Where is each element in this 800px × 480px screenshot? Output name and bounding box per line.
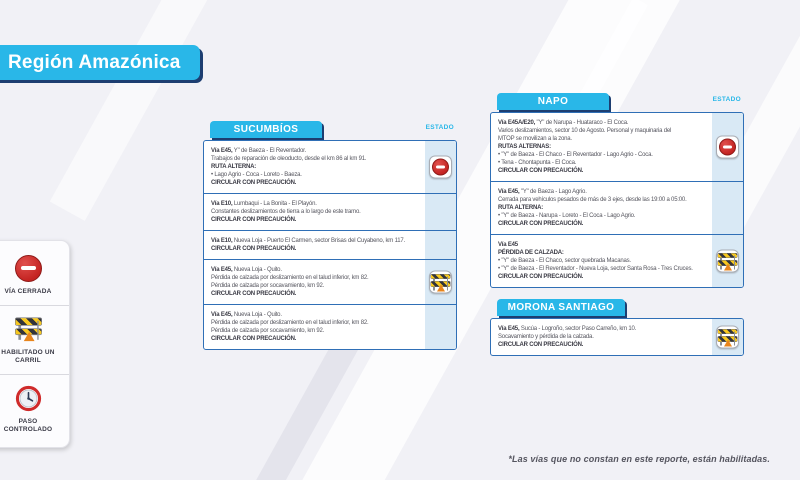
report-line: CIRCULAR CON PRECAUCIÓN. bbox=[498, 342, 584, 348]
icon-box bbox=[15, 253, 42, 283]
report-line: Vía E45, Nueva Loja - Quito. bbox=[211, 312, 282, 318]
section-tab-sucumbios: SUCUMBÍOS bbox=[210, 121, 322, 138]
report-line: CIRCULAR CON PRECAUCIÓN. bbox=[498, 221, 584, 227]
no-entry-icon bbox=[432, 159, 449, 176]
section-napo bbox=[490, 93, 744, 288]
estado-column-label: ESTADO bbox=[712, 96, 741, 103]
report-line: Vía E45A/E20, "Y" de Narupa - Huataraco - El Coca. bbox=[498, 120, 629, 126]
estado-column-label: ESTADO bbox=[425, 124, 454, 131]
report-line: Pérdida de calzada por socavamiento, km 92. bbox=[211, 283, 325, 289]
traffic-cone-icon bbox=[437, 284, 445, 291]
barrier-bar bbox=[718, 253, 737, 258]
report-line: CIRCULAR CON PRECAUCIÓN. bbox=[498, 274, 584, 280]
report-line: MTOP se movilizan a la zona. bbox=[498, 136, 572, 142]
report-line: RUTA ALTERNA: bbox=[498, 205, 544, 211]
report-line: Vía E10, Nueva Loja - Puerto El Carmen, sector Brisas del Cuyabeno, km 117. bbox=[211, 238, 405, 244]
report-line: CIRCULAR CON PRECAUCIÓN. bbox=[211, 180, 297, 186]
section-panel bbox=[490, 318, 744, 356]
footer-note: *Las vías que no constan en este reporte, están habilitadas. bbox=[508, 454, 770, 464]
habilitado-un-carril-status-icon bbox=[429, 271, 452, 294]
report-line: PÉRDIDA DE CALZADA: bbox=[498, 250, 564, 256]
via-cerrada-status-icon bbox=[716, 136, 739, 159]
traffic-cone-icon bbox=[724, 339, 732, 346]
barrier-bar bbox=[718, 329, 737, 334]
habilitado-un-carril-status-icon bbox=[716, 250, 739, 273]
section-tab-morona-santiago: MORONA SANTIAGO bbox=[497, 299, 625, 316]
report-line: Pérdida de calzada por socavamiento, km 92. bbox=[211, 328, 325, 334]
barrier-icon bbox=[718, 253, 737, 269]
report-line: Constantes deslizamientos de tierra a lo largo de este tramo. bbox=[211, 209, 361, 215]
road-report-row bbox=[491, 113, 743, 181]
report-line: RUTA ALTERNA: bbox=[211, 164, 257, 170]
section-panel bbox=[490, 112, 744, 288]
report-line: CIRCULAR CON PRECAUCIÓN. bbox=[211, 217, 297, 223]
traffic-cone-icon bbox=[724, 263, 732, 270]
report-line: Pérdida de calzada por deslizamiento en el talud inferior, km 82. bbox=[211, 275, 369, 281]
report-line: Trabajos de reparación de oleoducto, desde el km 86 al km 91. bbox=[211, 156, 367, 162]
report-line: Vía E45, Nueva Loja - Quito. bbox=[211, 267, 282, 273]
icon-box bbox=[15, 383, 42, 413]
road-report-row bbox=[491, 234, 743, 287]
traffic-cone-icon bbox=[23, 332, 34, 341]
road-report-row bbox=[204, 193, 456, 230]
road-report-row bbox=[491, 319, 743, 355]
icon-box bbox=[19, 314, 38, 344]
section-sucumbios bbox=[203, 121, 457, 350]
report-line: • "Y" de Baeza - El Chaco, sector quebrada Macanas. bbox=[498, 258, 631, 264]
legend-label: PASO CONTROLADO bbox=[3, 418, 53, 433]
no-entry-icon bbox=[719, 139, 736, 156]
report-line: Vía E45, "Y" de Baeza - Lago Agrio. bbox=[498, 189, 587, 195]
legend-item-paso-controlado bbox=[0, 374, 69, 443]
road-report-row bbox=[204, 141, 456, 193]
barrier-bar bbox=[15, 318, 41, 324]
report-line: CIRCULAR CON PRECAUCIÓN. bbox=[211, 246, 297, 252]
report-line: • "Y" de Baeza - Narupa - Loreto - El Coca - Lago Agrio. bbox=[498, 213, 636, 219]
report-line: Vía E45, Sucúa - Logroño, sector Paso Carreño, km 10. bbox=[498, 326, 637, 332]
report-line: Cerrada para vehículos pesados de más de 3 ejes, desde las 19:00 a 05:00. bbox=[498, 197, 687, 203]
report-line: • "Y" de Baeza - El Chaco - El Reventador - Lago Agrio - Coca. bbox=[498, 152, 653, 158]
report-line: Socavamiento y pérdida de la calzada. bbox=[498, 334, 594, 340]
legend-item-habilitado-un-carril bbox=[0, 305, 69, 374]
report-line: • Lago Agrio - Coca - Loreto - Baeza. bbox=[211, 172, 302, 178]
report-line: CIRCULAR CON PRECAUCIÓN. bbox=[211, 336, 297, 342]
report-line: Vía E45 bbox=[498, 242, 518, 248]
barrier-bar bbox=[431, 274, 450, 279]
legend-label: HABILITADO UN CARRIL bbox=[1, 349, 55, 364]
report-line: • Tena - Chontapunta - El Coca. bbox=[498, 160, 577, 166]
legend-item-via-cerrada bbox=[0, 245, 69, 305]
barrier-icon bbox=[718, 329, 737, 345]
report-line: Pérdida de calzada por deslizamiento en el talud inferior, km 82. bbox=[211, 320, 369, 326]
legend-card bbox=[0, 240, 70, 448]
clock-icon bbox=[15, 385, 42, 412]
via-cerrada-status-icon bbox=[429, 156, 452, 179]
report-line: CIRCULAR CON PRECAUCIÓN. bbox=[498, 168, 584, 174]
road-report-row bbox=[491, 181, 743, 234]
region-title-banner: Región Amazónica bbox=[0, 45, 200, 80]
barrier-icon bbox=[15, 318, 41, 340]
legend-label: VÍA CERRADA bbox=[4, 288, 52, 295]
report-line: Vía E10, Lumbaqui - La Bonita - El Playón. bbox=[211, 201, 317, 207]
report-line: RUTAS ALTERNAS: bbox=[498, 144, 551, 150]
report-line: CIRCULAR CON PRECAUCIÓN. bbox=[211, 291, 297, 297]
road-report-row bbox=[204, 304, 456, 349]
section-tab-napo: NAPO bbox=[497, 93, 609, 110]
section-morona-santiago bbox=[490, 299, 744, 356]
report-line: Varios deslizamientos, sector 10 de Agosto. Personal y maquinaria del bbox=[498, 128, 672, 134]
report-line: Vía E45, Y" de Baeza - El Reventador. bbox=[211, 148, 307, 154]
habilitado-un-carril-status-icon bbox=[716, 326, 739, 349]
road-report-row bbox=[204, 230, 456, 259]
report-line: • "Y" de Baeza - El Reventador - Nueva Loja, sector Santa Rosa - Tres Cruces. bbox=[498, 266, 693, 272]
road-report-row bbox=[204, 259, 456, 304]
barrier-icon bbox=[431, 274, 450, 290]
no-entry-icon bbox=[15, 255, 42, 282]
section-panel bbox=[203, 140, 457, 350]
